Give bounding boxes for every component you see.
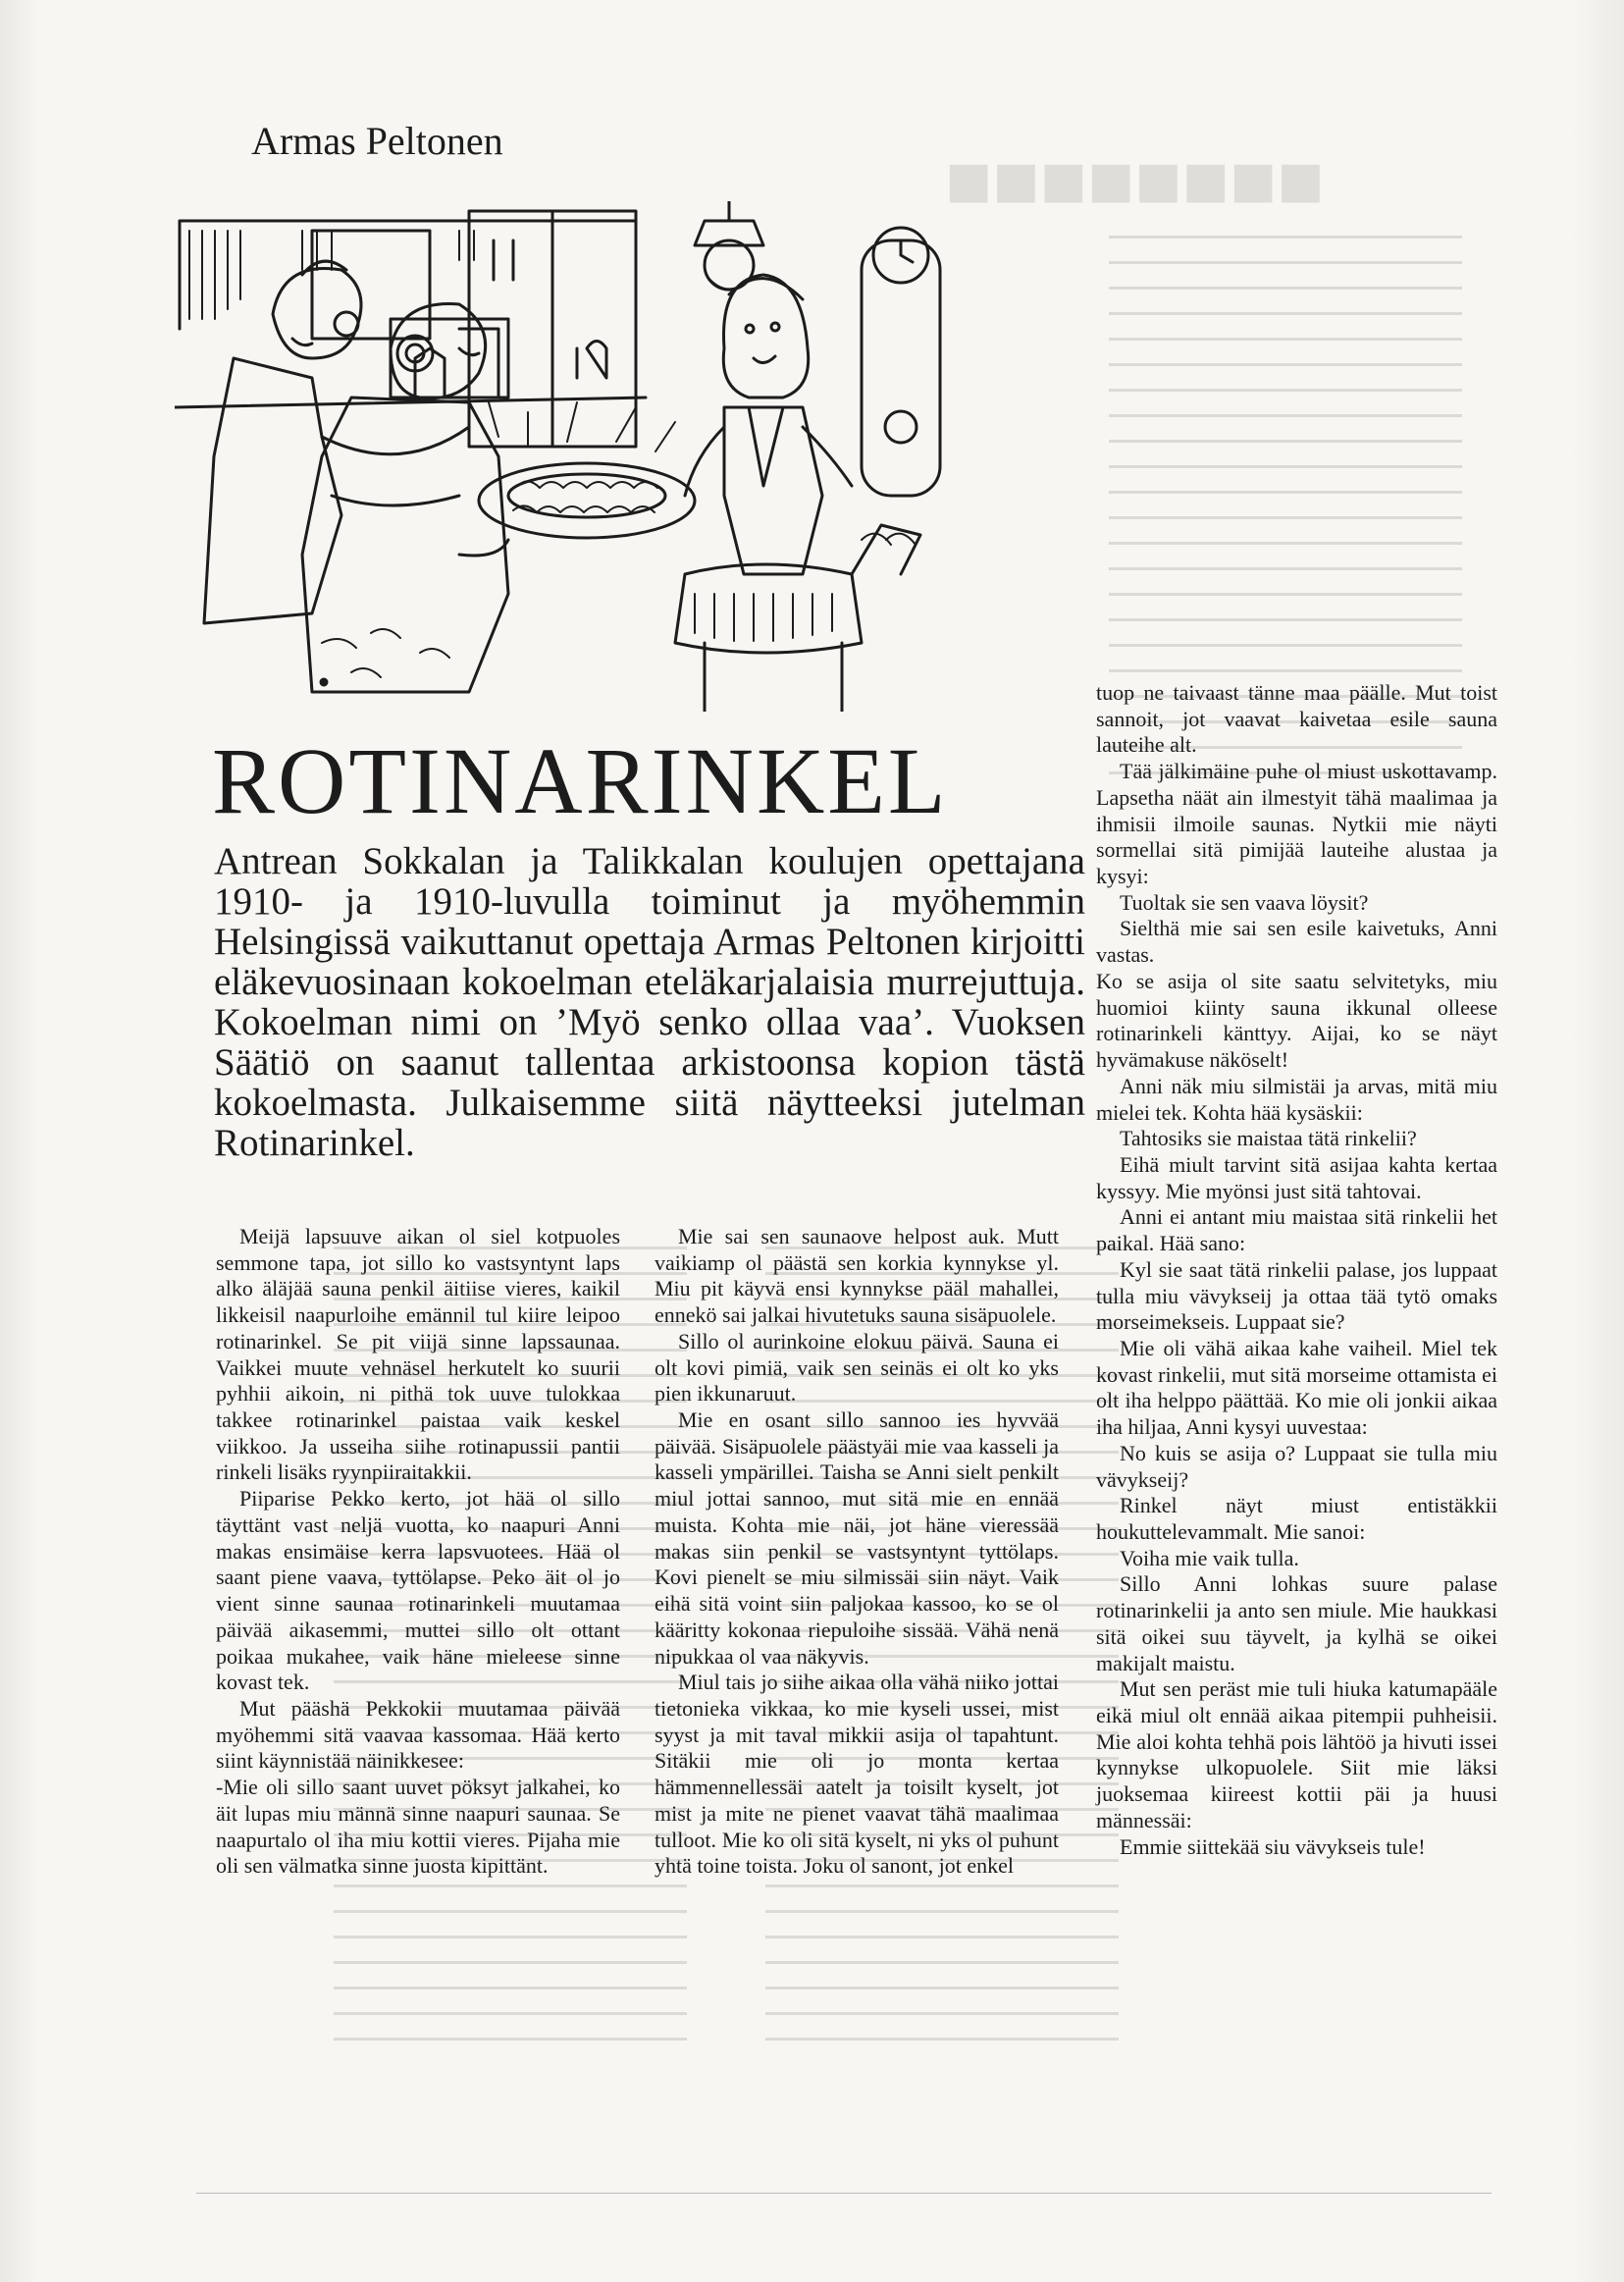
paragraph: Miul tais jo siihe aikaa olla vähä niiko jottai tietonieka vikkaa, ko mie kyseli ussei, mist syyst ja mit taval mikkii asija ol tapahtunt. Sitäkii mie oli jo monta kertaa hämmennellessäi aatelt ja toisilt kyselt, jot mist ja mite ne pienet vaavat tähä maalimaa tulloot. Mie ko oli sitä kyselt, ni yks ol puhunt yhtä toine toista. Joku ol sanont, jot enkel (655, 1670, 1059, 1879)
paragraph: -Mie oli sillo saant uuvet pöksyt jalkahei, ko äit lupas miu männä sinne naapuri saunaa. Se naapurtalo ol iha miu kottii vieres. Pijaha mie oli sen välmatka sinne juosta kipittänt. (216, 1775, 620, 1879)
paragraph: Voiha mie vaik tulla. (1120, 1545, 1299, 1570)
paragraph: Mie oli vähä aikaa kahe vaiheil. Miel tek kovast rinkelii, mut sitä morseime ottamista ei olt iha helppo päättää. Ko mie oli jonkii aikaa iha hiljaa, Anni kysyi uuvestaa: (1096, 1335, 1497, 1440)
paragraph: Sielthä mie sai sen esile kaivetuks, Anni vastas. (1096, 916, 1497, 968)
body-column-1 (216, 1224, 620, 1880)
page-bottom-rule (196, 2193, 1492, 2194)
paragraph: Piiparise Pekko kerto, jot hää ol sillo täyttänt vast neljä vuotta, ko naapuri Anni makas ensimäise kerra lapsvuotees. Hää ol saant piene vaava, tyttölapse. Peko äit ol jo vient sinne saunaa rotinarinkeli muutamaa päivää aikasemmi, muttei sillo olt ottant poikaa mukahee, vaik häne mieleese sinne kovast tek. (216, 1486, 620, 1695)
body-column-2 (655, 1224, 1059, 1880)
cartoon-kitchen-scene-icon (175, 201, 1063, 712)
paragraph: tuop ne taivaast tänne maa päälle. Mut toist sannoit, jot vaavat kaivetaa esile sauna lauteihe alt. (1096, 680, 1497, 758)
paragraph: Sillo ol aurinkoine elokuu päivä. Sauna ei olt kovi pimiä, vaik sen seinäs ei olt ko yks pien ikkunaruut. (655, 1328, 1059, 1406)
paragraph: Anni näk miu silmistäi ja arvas, mitä miu mielei tek. Kohta hää kysäskii: (1096, 1073, 1497, 1125)
paragraph: Tuoltak sie sen vaava löysit? (1120, 889, 1369, 915)
body-column-3 (1096, 680, 1497, 1860)
paragraph: Kyl sie saat tätä rinkelii palase, jos luppaat tulla miu vävykseij ja ottaa tää tytö omaks morseimekseis. Luppaat sie? (1096, 1256, 1497, 1335)
article-lede: Antrean Sokkalan ja Talikkalan koulujen opettajana 1910- ja 1910-luvulla toiminut ja myöhemmin Helsingissä vaikuttanut opettaja Armas Peltonen kirjoitti eläkevuosinaan kokoelman eteläkarjalaisia murrejuttuja. Kokoelman nimi on ’Myö senko ollaa vaa’. Vuoksen Säätiö on saanut tallentaa arkistoonsa kopion tästä kokoelmasta. Julkaisemme siitä näytteeksi jutelman Rotinarinkel. (214, 840, 1085, 1164)
author-byline: Armas Peltonen (251, 119, 503, 163)
paragraph: Mie en osant sillo sannoo ies hyvvää päivää. Sisäpuolele päästyäi mie vaa kasseli ja kasseli ympärillei. Taisha se Anni sielt penkilt miul jottai sannoo, mut sitä mie en ennää muista. Kohta mie näi, jot häne vieressää makas siin penkil se vastsyntynt tyttölaps. Kovi pienelt se miu silmissäi siin näyt. Vaik eihä sitä voint siin paljokaa kassoo, ko se ol kääritty kokonaa riepuloihe sissää. Vähä nenä nipukkaa ol vaa näkyvis. (655, 1407, 1059, 1669)
paragraph: No kuis se asija o? Luppaat sie tulla miu vävykseij? (1096, 1440, 1497, 1492)
paragraph: Rinkel näyt miust entistäkkii houkuttelevammalt. Mie sanoi: (1096, 1493, 1497, 1544)
paragraph: Anni ei antant miu maistaa sitä rinkelii het paikal. Hää sano: (1096, 1204, 1497, 1256)
paragraph: Tahtosiks sie maistaa tätä rinkelii? (1120, 1126, 1417, 1151)
paragraph: Mut sen peräst mie tuli hiuka katumapääle eikä miul olt ennää aikaa pitempii puhheisii. Mie aloi kohta tehhä pois lähtöö ja hivuti issei kynnykse ulkopuolele. Siit mie läksi juoksemaa kiireest kottii päi ja huusi männessäi: (1096, 1676, 1497, 1832)
paragraph: Mie sai sen saunaove helpost auk. Mutt vaikiamp ol päästä sen korkia kynnykse yl. Miu pit käyvä ensi kynnykse pääl mahallei, ennekö sai jalkai hivutetuks sauna sisäpuolele. (655, 1224, 1059, 1328)
paragraph: Emmie siittekää siu vävykseis tule! (1120, 1833, 1426, 1859)
paragraph: Mut pääshä Pekkokii muutamaa päivää myöhemmi sitä vaavaa kassomaa. Hää kerto siint käynnistää näinikkesee: (216, 1695, 620, 1774)
paragraph: Meijä lapsuuve aikan ol siel kotpuoles semmone tapa, jot sillo ko vastsyntynt laps alko äläjää sauna penkil äitiise vieres, kaikil likkeisil naapurloihe emännil tul kiire leipoo rotinarinkel. Se pit viijä sinne lapssaunaa. Vaikkei muute vehnäsel herkutelt ko suurii pyhhii aikoin, ni pithä tok uuve tulokkaa takkee rotinarinkel paistaa vaik keskel viikkoo. Ja usseiha siihe rotinapussii pantii rinkeli lisäks ryynpiiraitakkii. (216, 1224, 620, 1485)
article-title: ROTINARINKEL (212, 728, 949, 833)
paragraph: Eihä miult tarvint sitä asijaa kahta kertaa kyssyy. Mie myönsi just sitä tahtovai. (1096, 1151, 1497, 1203)
paragraph: Ko se asija ol site saatu selvitetyks, miu huomioi kiinty sauna ikkunal olleese rotinarinkeli känttyy. Aijai, ko se näyt hyvämakuse näköselt! (1096, 968, 1497, 1073)
paragraph: Sillo Anni lohkas suure palase rotinarinkelii ja anto sen miule. Mie haukkasi sitä oikei suu täyvelt, ja kylhä se oikei makijalt maistu. (1096, 1571, 1497, 1675)
paragraph: Tää jälkimäine puhe ol miust uskottavamp. Lapsetha näät ain ilmestyit tähä maalimaa ja ihmisii ilmoile saunas. Nytkii mie näyti sormellai sitä pimijää lauteihe alustaa ja kysyi: (1096, 759, 1497, 889)
